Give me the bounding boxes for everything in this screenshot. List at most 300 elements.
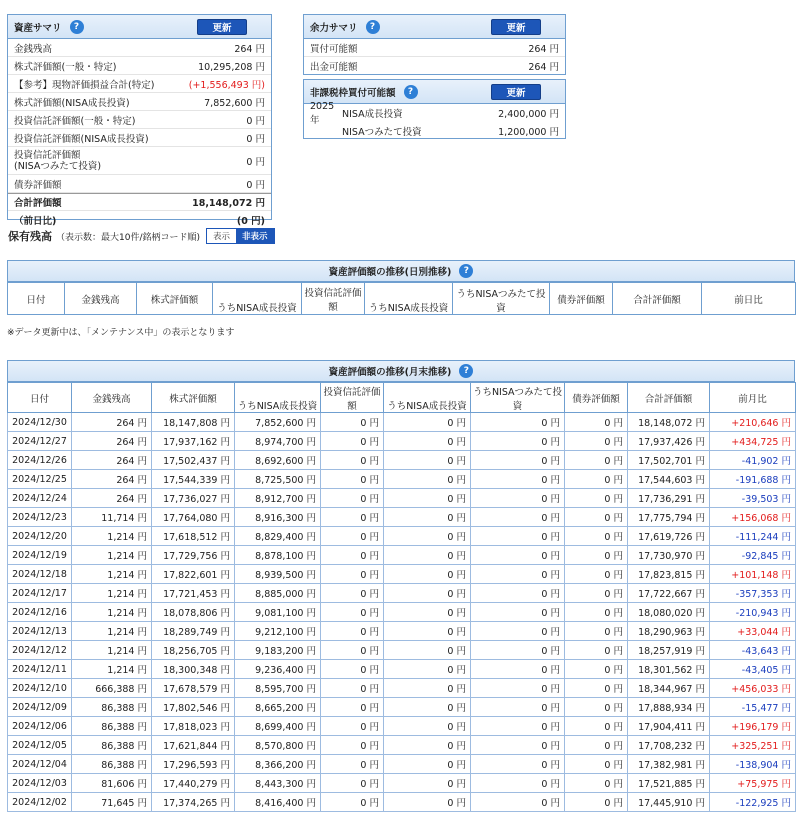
- col-total: 合計評価額: [613, 283, 702, 315]
- table-cell: 2024/12/19: [8, 546, 72, 565]
- table-cell: 9,183,200 円: [235, 641, 321, 660]
- table-cell: +75,975 円: [710, 774, 796, 793]
- table-cell: 0 円: [321, 451, 384, 470]
- capacity-summary-panel: [303, 14, 566, 75]
- table-cell: 17,678,579 円: [152, 679, 235, 698]
- help-icon[interactable]: ?: [404, 85, 418, 99]
- table-cell: 17,618,512 円: [152, 527, 235, 546]
- table-cell: 0 円: [565, 660, 628, 679]
- table-cell: 0 円: [384, 793, 471, 812]
- table-cell: 0 円: [321, 755, 384, 774]
- table-cell: 8,443,300 円: [235, 774, 321, 793]
- table-cell: 2024/12/30: [8, 413, 72, 432]
- table-cell: 17,937,426 円: [628, 432, 710, 451]
- help-icon[interactable]: ?: [366, 20, 380, 34]
- capacity-summary-update-button[interactable]: 更新: [491, 19, 541, 35]
- table-cell: +434,725 円: [710, 432, 796, 451]
- table-cell: 9,236,400 円: [235, 660, 321, 679]
- table-cell: 8,878,100 円: [235, 546, 321, 565]
- col-fund: 投資信託評価額: [302, 283, 365, 315]
- table-cell: 17,736,027 円: [152, 489, 235, 508]
- col-stock: 株式評価額: [137, 283, 213, 315]
- table-row: [8, 508, 796, 527]
- table-cell: 0 円: [321, 546, 384, 565]
- asset-summary-row: [8, 193, 271, 211]
- table-cell: +101,148 円: [710, 565, 796, 584]
- table-cell: 2024/12/17: [8, 584, 72, 603]
- table-cell: 264 円: [72, 432, 152, 451]
- table-cell: 0 円: [384, 470, 471, 489]
- table-cell: 0 円: [471, 660, 565, 679]
- table-cell: 9,212,100 円: [235, 622, 321, 641]
- asset-summary-value: (0 円): [236, 216, 265, 227]
- table-cell: -122,925 円: [710, 793, 796, 812]
- table-cell: 2024/12/18: [8, 565, 72, 584]
- asset-summary-value: 0 円: [246, 156, 265, 168]
- asset-summary-label: 株式評価額(一般・特定): [14, 61, 117, 73]
- nisa-capacity-header: [304, 80, 565, 104]
- table-row: [8, 470, 796, 489]
- table-cell: 0 円: [565, 546, 628, 565]
- table-cell: 0 円: [471, 622, 565, 641]
- holdings-title: 保有残高: [8, 230, 52, 243]
- table-row: [8, 622, 796, 641]
- table-cell: 18,147,808 円: [152, 413, 235, 432]
- col-stock-nisa: うちNISA成長投資: [213, 283, 302, 315]
- table-cell: 17,729,756 円: [152, 546, 235, 565]
- table-cell: 2024/12/24: [8, 489, 72, 508]
- help-icon[interactable]: ?: [459, 264, 473, 278]
- col-fund-nisa-tsumitate: うちNISAつみたて投資: [453, 283, 550, 315]
- table-cell: 0 円: [384, 774, 471, 793]
- col-date: 日付: [8, 283, 65, 315]
- nisa-year: 2025年: [310, 100, 335, 126]
- capacity-summary-header: [304, 15, 565, 39]
- table-cell: 17,544,603 円: [628, 470, 710, 489]
- table-cell: -357,353 円: [710, 584, 796, 603]
- table-cell: 0 円: [565, 527, 628, 546]
- asset-summary-value: 0 円: [246, 179, 265, 191]
- table-cell: 17,708,232 円: [628, 736, 710, 755]
- table-row: [8, 641, 796, 660]
- table-row: [8, 793, 796, 812]
- asset-summary-row: [8, 57, 271, 75]
- asset-summary-row: [8, 129, 271, 147]
- table-cell: 0 円: [384, 584, 471, 603]
- table-cell: 18,289,749 円: [152, 622, 235, 641]
- table-cell: 0 円: [321, 622, 384, 641]
- table-cell: 0 円: [384, 603, 471, 622]
- col-cash: 金銭残高: [72, 383, 152, 413]
- table-cell: 0 円: [565, 793, 628, 812]
- show-button[interactable]: 表示: [207, 229, 236, 243]
- table-cell: 17,621,844 円: [152, 736, 235, 755]
- table-cell: 0 円: [471, 432, 565, 451]
- table-cell: 264 円: [72, 470, 152, 489]
- table-cell: -138,904 円: [710, 755, 796, 774]
- col-fund-nisa-growth: うちNISA成長投資: [384, 383, 471, 413]
- table-cell: 2024/12/06: [8, 717, 72, 736]
- table-row: [8, 717, 796, 736]
- table-cell: 0 円: [321, 432, 384, 451]
- capacity-row: 買付可能額 264 円: [304, 39, 565, 57]
- table-cell: 0 円: [321, 793, 384, 812]
- table-cell: 0 円: [321, 527, 384, 546]
- table-cell: 17,823,815 円: [628, 565, 710, 584]
- table-cell: 8,912,700 円: [235, 489, 321, 508]
- table-cell: 17,445,910 円: [628, 793, 710, 812]
- table-cell: 8,916,300 円: [235, 508, 321, 527]
- table-cell: 0 円: [471, 717, 565, 736]
- table-cell: 0 円: [321, 489, 384, 508]
- asset-summary-value: 0 円: [246, 115, 265, 127]
- table-cell: 86,388 円: [72, 717, 152, 736]
- asset-summary-row: [8, 147, 271, 175]
- table-cell: 2024/12/20: [8, 527, 72, 546]
- table-cell: 17,730,970 円: [628, 546, 710, 565]
- table-cell: 17,502,701 円: [628, 451, 710, 470]
- table-cell: 0 円: [565, 508, 628, 527]
- asset-summary-label: 債券評価額: [14, 179, 62, 191]
- table-cell: 2024/12/02: [8, 793, 72, 812]
- table-cell: 2024/12/09: [8, 698, 72, 717]
- table-cell: 17,802,546 円: [152, 698, 235, 717]
- table-cell: -210,943 円: [710, 603, 796, 622]
- holdings-toggle: [206, 228, 275, 244]
- asset-summary-title: 資産サマリ: [14, 22, 62, 34]
- table-cell: 0 円: [321, 698, 384, 717]
- table-row: [8, 527, 796, 546]
- capacity-row: 出金可能額 264 円: [310, 62, 559, 73]
- col-prev-day: 前日比: [702, 283, 796, 315]
- asset-summary-row: [8, 211, 271, 229]
- table-cell: 86,388 円: [72, 755, 152, 774]
- table-cell: 18,290,963 円: [628, 622, 710, 641]
- table-cell: 2024/12/10: [8, 679, 72, 698]
- table-cell: 18,344,967 円: [628, 679, 710, 698]
- table-cell: 17,904,411 円: [628, 717, 710, 736]
- table-cell: 1,214 円: [72, 641, 152, 660]
- holdings-subtitle: （表示数：最大10件/銘柄コード順): [56, 232, 200, 243]
- table-cell: 71,645 円: [72, 793, 152, 812]
- table-cell: 17,822,601 円: [152, 565, 235, 584]
- table-cell: +325,251 円: [710, 736, 796, 755]
- table-cell: 0 円: [471, 565, 565, 584]
- table-cell: 18,078,806 円: [152, 603, 235, 622]
- table-cell: 17,736,291 円: [628, 489, 710, 508]
- table-cell: +456,033 円: [710, 679, 796, 698]
- table-cell: 18,257,919 円: [628, 641, 710, 660]
- table-cell: 0 円: [471, 508, 565, 527]
- asset-summary-rows: [8, 39, 271, 229]
- table-cell: 18,301,562 円: [628, 660, 710, 679]
- table-row: [8, 489, 796, 508]
- table-row: [8, 584, 796, 603]
- table-row: [8, 660, 796, 679]
- table-cell: +196,179 円: [710, 717, 796, 736]
- table-cell: 0 円: [321, 413, 384, 432]
- col-fund-nisa-tsumitate: うちNISAつみたて投資: [471, 383, 565, 413]
- table-cell: 0 円: [471, 546, 565, 565]
- table-cell: 0 円: [384, 698, 471, 717]
- nisa-capacity-title: 非課税枠買付可能額: [310, 87, 396, 99]
- table-cell: -41,902 円: [710, 451, 796, 470]
- table-cell: 0 円: [321, 565, 384, 584]
- nisa-row: 2025年 NISA成長投資 2,400,000 円: [310, 100, 559, 126]
- asset-summary-header: [8, 15, 271, 39]
- table-cell: 17,888,934 円: [628, 698, 710, 717]
- table-cell: 2024/12/27: [8, 432, 72, 451]
- table-cell: 0 円: [565, 622, 628, 641]
- table-cell: 0 円: [565, 565, 628, 584]
- nisa-capacity-update-button[interactable]: 更新: [491, 84, 541, 100]
- table-row: [8, 698, 796, 717]
- asset-summary-label: 【参考】現物評価損益合計(特定): [14, 79, 155, 91]
- asset-summary-label: 金銭残高: [14, 43, 53, 55]
- table-cell: 0 円: [384, 413, 471, 432]
- table-cell: 0 円: [471, 679, 565, 698]
- table-cell: 7,852,600 円: [235, 413, 321, 432]
- table-cell: 17,382,981 円: [628, 755, 710, 774]
- asset-summary-row: [8, 39, 271, 57]
- table-cell: 2024/12/25: [8, 470, 72, 489]
- table-cell: 0 円: [565, 698, 628, 717]
- table-cell: -92,845 円: [710, 546, 796, 565]
- col-stock: 株式評価額: [152, 383, 235, 413]
- table-cell: 0 円: [565, 717, 628, 736]
- table-row: [8, 451, 796, 470]
- table-cell: 0 円: [384, 565, 471, 584]
- table-cell: 17,374,265 円: [152, 793, 235, 812]
- table-row: [8, 736, 796, 755]
- table-cell: 0 円: [565, 432, 628, 451]
- table-cell: 2024/12/04: [8, 755, 72, 774]
- table-cell: 2024/12/16: [8, 603, 72, 622]
- table-cell: 2024/12/23: [8, 508, 72, 527]
- table-cell: 0 円: [471, 641, 565, 660]
- table-cell: 0 円: [384, 660, 471, 679]
- table-cell: 1,214 円: [72, 660, 152, 679]
- table-cell: 8,885,000 円: [235, 584, 321, 603]
- table-cell: 0 円: [565, 584, 628, 603]
- table-cell: -191,688 円: [710, 470, 796, 489]
- table-cell: 0 円: [321, 470, 384, 489]
- asset-summary-value: 264 円: [234, 43, 265, 55]
- col-total: 合計評価額: [628, 383, 710, 413]
- table-cell: 9,081,100 円: [235, 603, 321, 622]
- asset-summary-label: 投資信託評価額: [14, 149, 81, 161]
- table-cell: 0 円: [384, 546, 471, 565]
- table-cell: 0 円: [384, 508, 471, 527]
- asset-summary-update-button[interactable]: 更新: [197, 19, 247, 35]
- nisa-capacity-panel: [303, 79, 566, 139]
- table-cell: 0 円: [321, 717, 384, 736]
- asset-summary-label: 投資信託評価額(一般・特定): [14, 115, 136, 127]
- table-row: [8, 603, 796, 622]
- table-cell: 2024/12/03: [8, 774, 72, 793]
- asset-summary-label: 合計評価額: [14, 198, 62, 209]
- table-cell: 264 円: [72, 413, 152, 432]
- table-row: [8, 774, 796, 793]
- daily-trend-table: [7, 282, 796, 315]
- asset-summary-row: [8, 111, 271, 129]
- table-cell: 0 円: [321, 508, 384, 527]
- table-cell: 8,699,400 円: [235, 717, 321, 736]
- table-cell: 264 円: [72, 489, 152, 508]
- table-cell: 8,725,500 円: [235, 470, 321, 489]
- col-stock-nisa: うちNISA成長投資: [235, 383, 321, 413]
- table-cell: 0 円: [565, 736, 628, 755]
- table-cell: 0 円: [471, 584, 565, 603]
- table-cell: 8,829,400 円: [235, 527, 321, 546]
- table-cell: 0 円: [565, 774, 628, 793]
- asset-summary-value: 18,148,072 円: [192, 198, 265, 209]
- table-cell: 2024/12/13: [8, 622, 72, 641]
- table-cell: 0 円: [565, 413, 628, 432]
- table-cell: 8,974,700 円: [235, 432, 321, 451]
- table-cell: 8,366,200 円: [235, 755, 321, 774]
- asset-summary-label: 投資信託評価額(NISA成長投資): [14, 133, 149, 145]
- asset-summary-row: [8, 93, 271, 111]
- table-cell: 0 円: [565, 451, 628, 470]
- table-cell: 18,080,020 円: [628, 603, 710, 622]
- table-row: [8, 432, 796, 451]
- table-cell: 0 円: [471, 527, 565, 546]
- table-cell: -111,244 円: [710, 527, 796, 546]
- table-cell: -39,503 円: [710, 489, 796, 508]
- table-cell: 0 円: [384, 527, 471, 546]
- help-icon[interactable]: ?: [70, 20, 84, 34]
- asset-summary-value: (+1,556,493 円): [188, 79, 265, 91]
- table-cell: 0 円: [471, 698, 565, 717]
- table-cell: 17,619,726 円: [628, 527, 710, 546]
- table-cell: 0 円: [565, 641, 628, 660]
- table-row: [8, 546, 796, 565]
- col-fund-nisa-growth: うちNISA成長投資: [365, 283, 453, 315]
- table-cell: +156,068 円: [710, 508, 796, 527]
- table-row: [8, 565, 796, 584]
- asset-summary-label-sub: (NISAつみたて投資): [14, 160, 102, 172]
- table-cell: +210,646 円: [710, 413, 796, 432]
- table-cell: 17,722,667 円: [628, 584, 710, 603]
- table-cell: 8,416,400 円: [235, 793, 321, 812]
- table-cell: 8,692,600 円: [235, 451, 321, 470]
- table-cell: 2024/12/11: [8, 660, 72, 679]
- table-cell: 17,502,437 円: [152, 451, 235, 470]
- table-cell: 0 円: [384, 679, 471, 698]
- table-cell: 0 円: [321, 679, 384, 698]
- daily-trend-title: 資産評価額の推移(日別推移): [328, 267, 452, 278]
- table-cell: 0 円: [565, 603, 628, 622]
- table-cell: 0 円: [565, 755, 628, 774]
- col-prev-month: 前月比: [710, 383, 796, 413]
- asset-summary-label: （前日比): [14, 216, 57, 227]
- table-cell: 17,764,080 円: [152, 508, 235, 527]
- holdings-section: [8, 228, 275, 244]
- table-cell: 2024/12/05: [8, 736, 72, 755]
- table-cell: 0 円: [384, 717, 471, 736]
- table-cell: 17,544,339 円: [152, 470, 235, 489]
- monthly-trend-table: [7, 382, 796, 812]
- asset-summary-row: [8, 75, 271, 93]
- table-cell: 17,775,794 円: [628, 508, 710, 527]
- table-cell: 17,937,162 円: [152, 432, 235, 451]
- table-cell: 0 円: [321, 641, 384, 660]
- hide-button[interactable]: 非表示: [236, 229, 274, 243]
- maintenance-note: ※データ更新中は、「メンテナンス中」の表示となります: [7, 328, 235, 338]
- table-cell: 0 円: [321, 603, 384, 622]
- table-cell: 8,939,500 円: [235, 565, 321, 584]
- table-cell: 0 円: [471, 793, 565, 812]
- table-cell: 17,440,279 円: [152, 774, 235, 793]
- col-fund: 投資信託評価額: [321, 383, 384, 413]
- table-cell: 18,256,705 円: [152, 641, 235, 660]
- col-bond: 債券評価額: [550, 283, 613, 315]
- table-cell: 0 円: [471, 489, 565, 508]
- table-cell: 0 円: [471, 736, 565, 755]
- table-cell: 0 円: [471, 755, 565, 774]
- table-cell: 8,665,200 円: [235, 698, 321, 717]
- table-cell: 18,300,348 円: [152, 660, 235, 679]
- table-cell: 86,388 円: [72, 698, 152, 717]
- help-icon[interactable]: ?: [459, 364, 473, 378]
- asset-summary-value: 7,852,600 円: [204, 97, 265, 109]
- table-cell: 17,818,023 円: [152, 717, 235, 736]
- table-cell: 86,388 円: [72, 736, 152, 755]
- table-cell: +33,044 円: [710, 622, 796, 641]
- table-cell: 8,570,800 円: [235, 736, 321, 755]
- table-cell: 0 円: [565, 470, 628, 489]
- table-cell: 0 円: [384, 641, 471, 660]
- table-cell: 0 円: [471, 413, 565, 432]
- table-cell: 1,214 円: [72, 565, 152, 584]
- table-cell: 81,606 円: [72, 774, 152, 793]
- table-cell: 2024/12/12: [8, 641, 72, 660]
- table-cell: 0 円: [321, 774, 384, 793]
- table-cell: 17,721,453 円: [152, 584, 235, 603]
- table-row: [8, 679, 796, 698]
- table-cell: 0 円: [384, 622, 471, 641]
- table-cell: 2024/12/26: [8, 451, 72, 470]
- asset-summary-label: 株式評価額(NISA成長投資): [14, 97, 130, 109]
- table-cell: 1,214 円: [72, 584, 152, 603]
- asset-summary-panel: [7, 14, 272, 227]
- table-cell: 17,521,885 円: [628, 774, 710, 793]
- table-cell: 17,296,593 円: [152, 755, 235, 774]
- col-date: 日付: [8, 383, 72, 413]
- table-cell: 0 円: [384, 736, 471, 755]
- capacity-summary-title: 余力サマリ: [310, 22, 358, 34]
- table-cell: 0 円: [384, 489, 471, 508]
- table-cell: 11,714 円: [72, 508, 152, 527]
- table-cell: 0 円: [321, 584, 384, 603]
- table-cell: 1,214 円: [72, 527, 152, 546]
- table-cell: 264 円: [72, 451, 152, 470]
- col-bond: 債券評価額: [565, 383, 628, 413]
- table-cell: -43,405 円: [710, 660, 796, 679]
- monthly-trend-title-bar: [7, 360, 795, 382]
- table-cell: 0 円: [565, 489, 628, 508]
- table-cell: 0 円: [471, 451, 565, 470]
- table-row: [8, 755, 796, 774]
- table-cell: -43,643 円: [710, 641, 796, 660]
- daily-trend-title-bar: [7, 260, 795, 282]
- table-cell: 0 円: [471, 774, 565, 793]
- table-cell: 0 円: [321, 736, 384, 755]
- asset-summary-value: 10,295,208 円: [198, 61, 265, 73]
- table-cell: 0 円: [384, 451, 471, 470]
- table-cell: 666,388 円: [72, 679, 152, 698]
